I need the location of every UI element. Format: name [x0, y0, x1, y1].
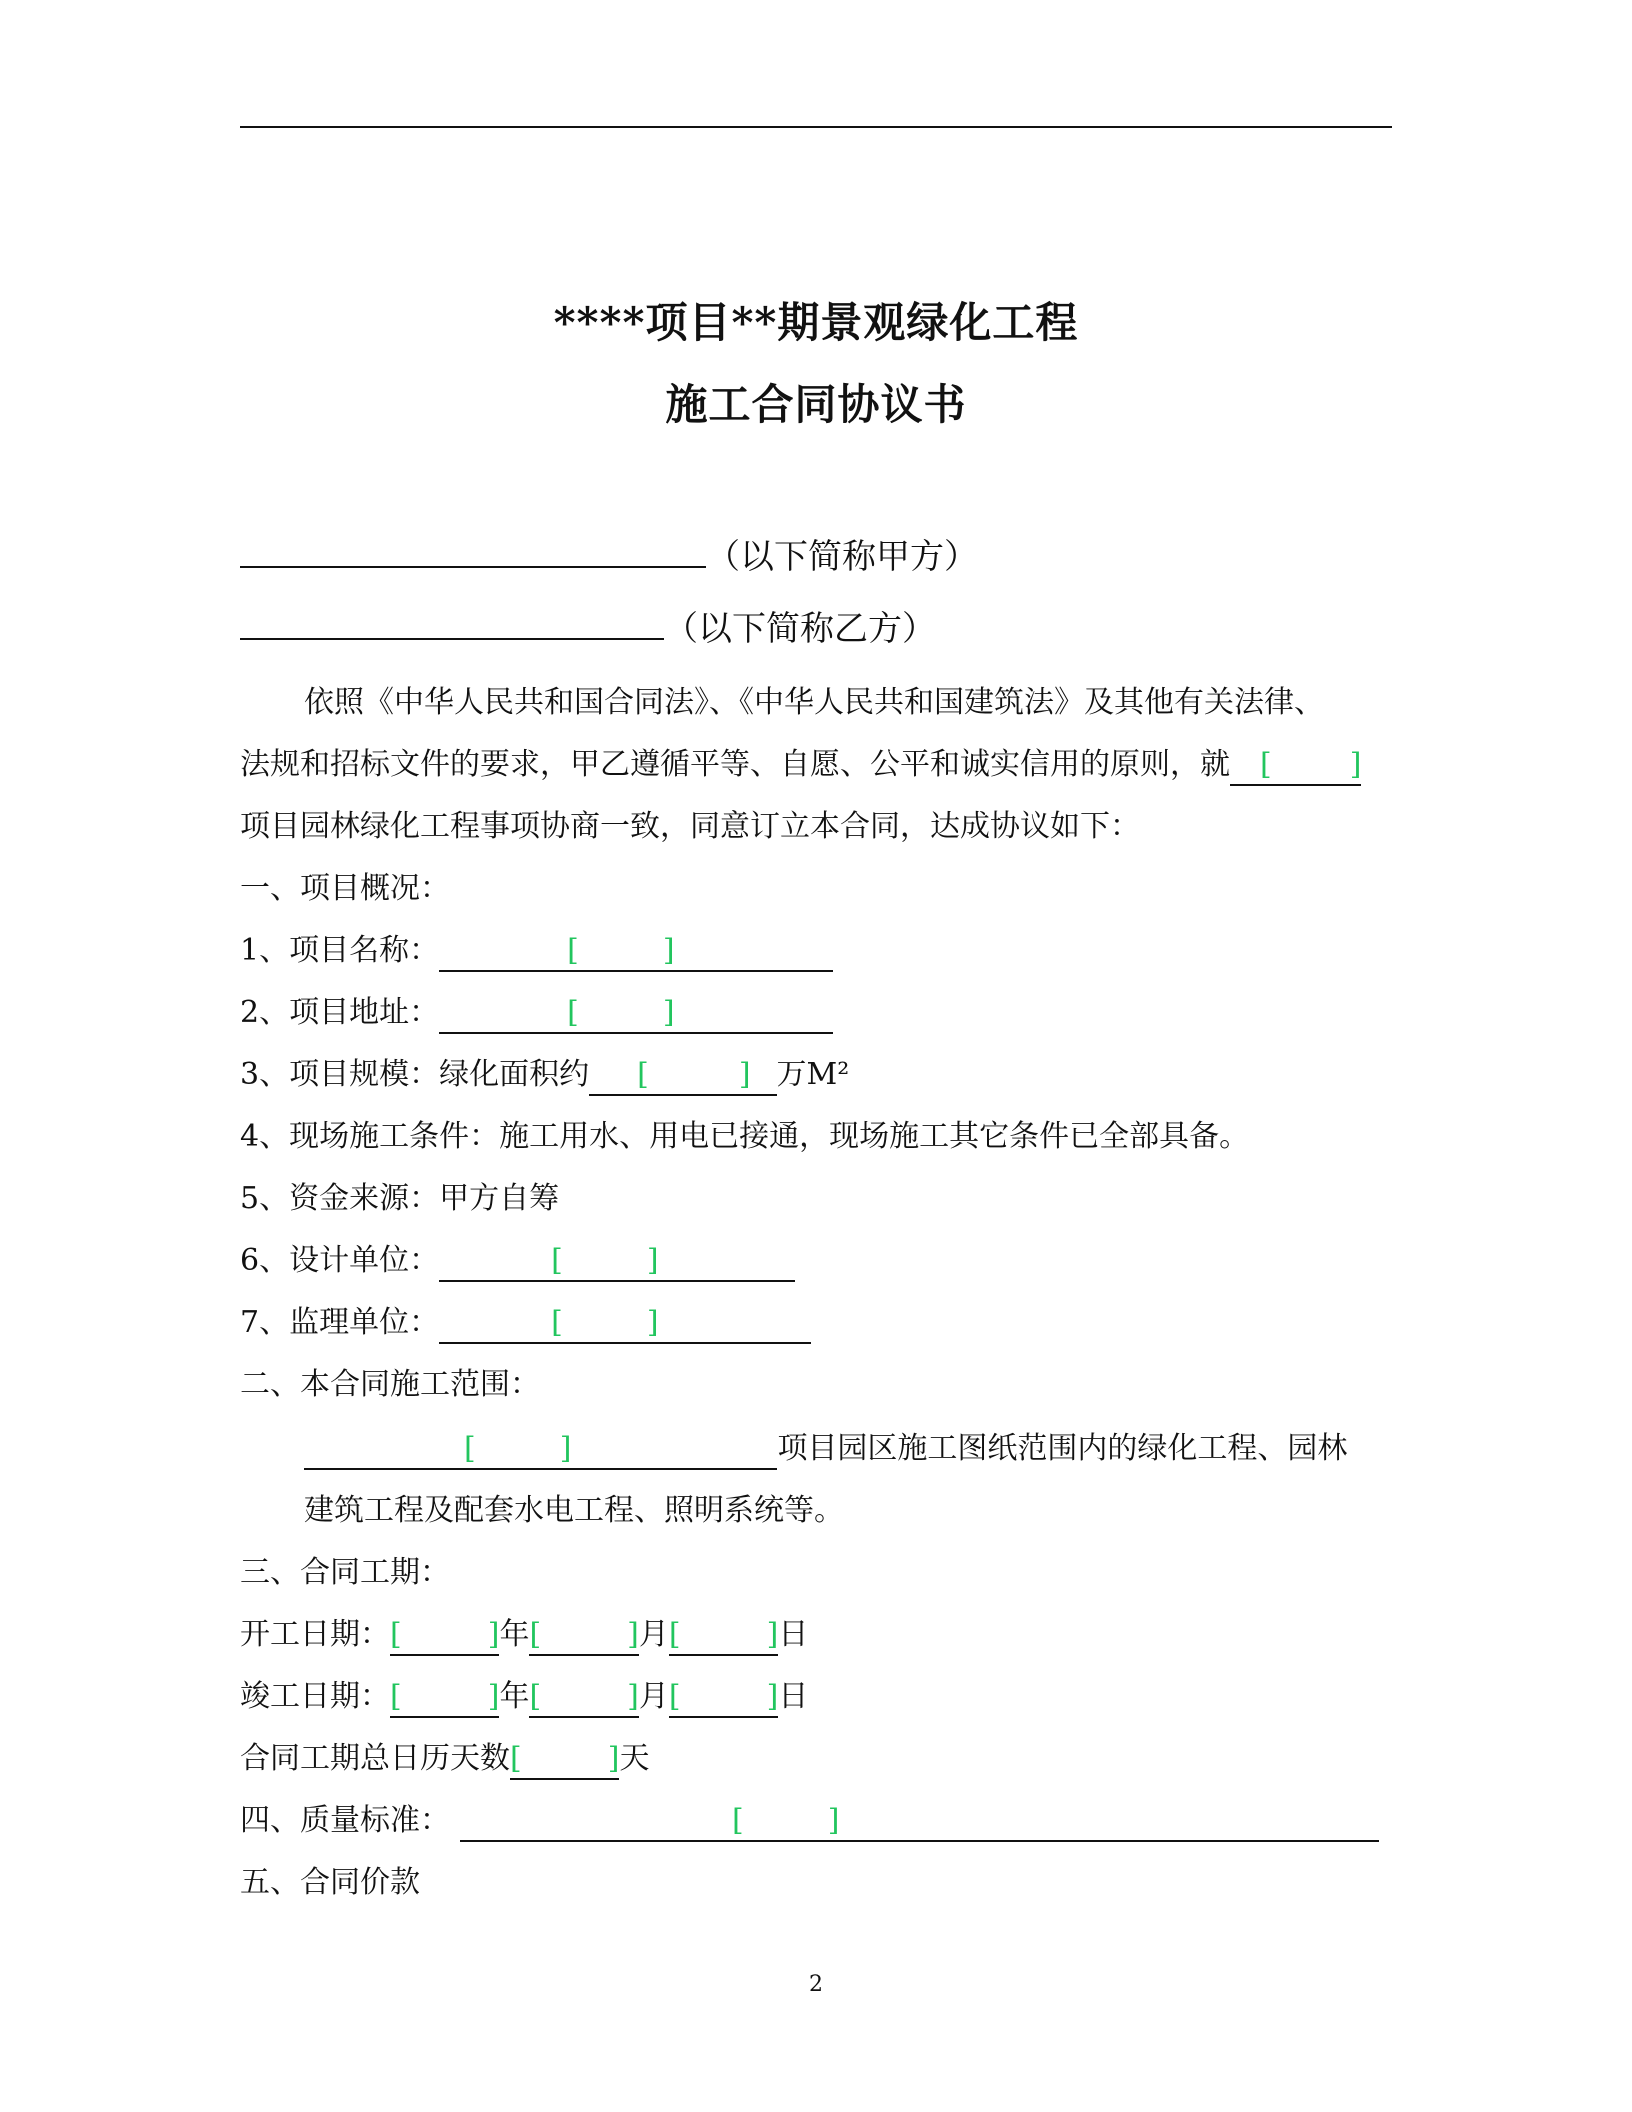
party-a-suffix: （以下简称甲方） [706, 537, 978, 577]
intro-line2-text: 法规和招标文件的要求，甲乙遵循平等、自愿、公平和诚实信用的原则，就 [240, 747, 1230, 782]
start-year-field[interactable]: [ ] [390, 1616, 499, 1656]
section5-heading: 五、合同价款 [240, 1865, 420, 1900]
scope-field[interactable]: [ ] [304, 1430, 777, 1470]
party-b-suffix: （以下简称乙方） [664, 609, 936, 649]
intro-line3: 项目园林绿化工程事项协商一致，同意订立本合同，达成协议如下： [240, 809, 1140, 844]
intro-line2 [240, 746, 1361, 786]
item7-supervision-unit: 7、监理单位： [ ] [240, 1304, 811, 1344]
section2-heading: 二、本合同施工范围： [240, 1367, 540, 1402]
doc-title-line2: 施工合同协议书 [665, 380, 967, 429]
end-day-field[interactable]: [ ] [669, 1678, 778, 1718]
section4-line [240, 1802, 1379, 1842]
section3-heading: 三、合同工期： [240, 1555, 450, 1590]
section2-line1: [ ] 项目园区施工图纸范围内的绿化工程、园林 [304, 1430, 1347, 1470]
item2-field[interactable]: [ ] [439, 994, 832, 1034]
section2-line2: 建筑工程及配套水电工程、照明系统等。 [304, 1493, 844, 1528]
item5-funding: 5、资金来源：甲方自筹 [240, 1181, 560, 1216]
item6-design-unit: 6、设计单位： [ ] [240, 1242, 795, 1282]
doc-title-line1: ****项目**期景观绿化工程 [553, 298, 1079, 347]
item2-project-address: 2、项目地址： [ ] [240, 994, 833, 1034]
item1-field[interactable]: [ ] [439, 932, 832, 972]
end-date-line: 竣工日期：[ ]年[ ]月[ ]日 [240, 1678, 808, 1718]
section4-heading: 四、质量标准： [240, 1803, 450, 1838]
total-days-field[interactable]: [ ] [510, 1740, 619, 1780]
start-day-field[interactable]: [ ] [669, 1616, 778, 1656]
section1-heading: 一、项目概况： [240, 871, 450, 906]
end-month-field[interactable]: [ ] [529, 1678, 638, 1718]
item6-field[interactable]: [ ] [439, 1242, 794, 1282]
start-date-line: 开工日期：[ ]年[ ]月[ ]日 [240, 1616, 808, 1656]
header-rule [240, 126, 1392, 128]
item1-project-name: 1、项目名称： [ ] [240, 932, 833, 972]
party-b-blank[interactable] [240, 608, 664, 640]
quality-standard-field[interactable]: [ ] [460, 1802, 1379, 1842]
project-name-field[interactable]: [ ] [1230, 746, 1361, 786]
page-number: 2 [809, 1972, 823, 1997]
total-days-line: 合同工期总日历天数[ ]天 [240, 1740, 649, 1780]
end-year-field[interactable]: [ ] [390, 1678, 499, 1718]
start-month-field[interactable]: [ ] [529, 1616, 638, 1656]
item3-project-scale: 3、项目规模：绿化面积约 [ ] 万M² [240, 1056, 849, 1096]
intro-line1: 依照《中华人民共和国合同法》、《中华人民共和国建筑法》及其他有关法律、 [304, 685, 1324, 720]
party-a-blank[interactable] [240, 536, 706, 568]
item3-field[interactable]: [ ] [589, 1056, 776, 1096]
party-a-line [240, 536, 978, 576]
item7-field[interactable]: [ ] [439, 1304, 810, 1344]
item4-site-conditions: 4、现场施工条件：施工用水、用电已接通，现场施工其它条件已全部具备。 [240, 1119, 1250, 1154]
party-b-line [240, 608, 936, 648]
